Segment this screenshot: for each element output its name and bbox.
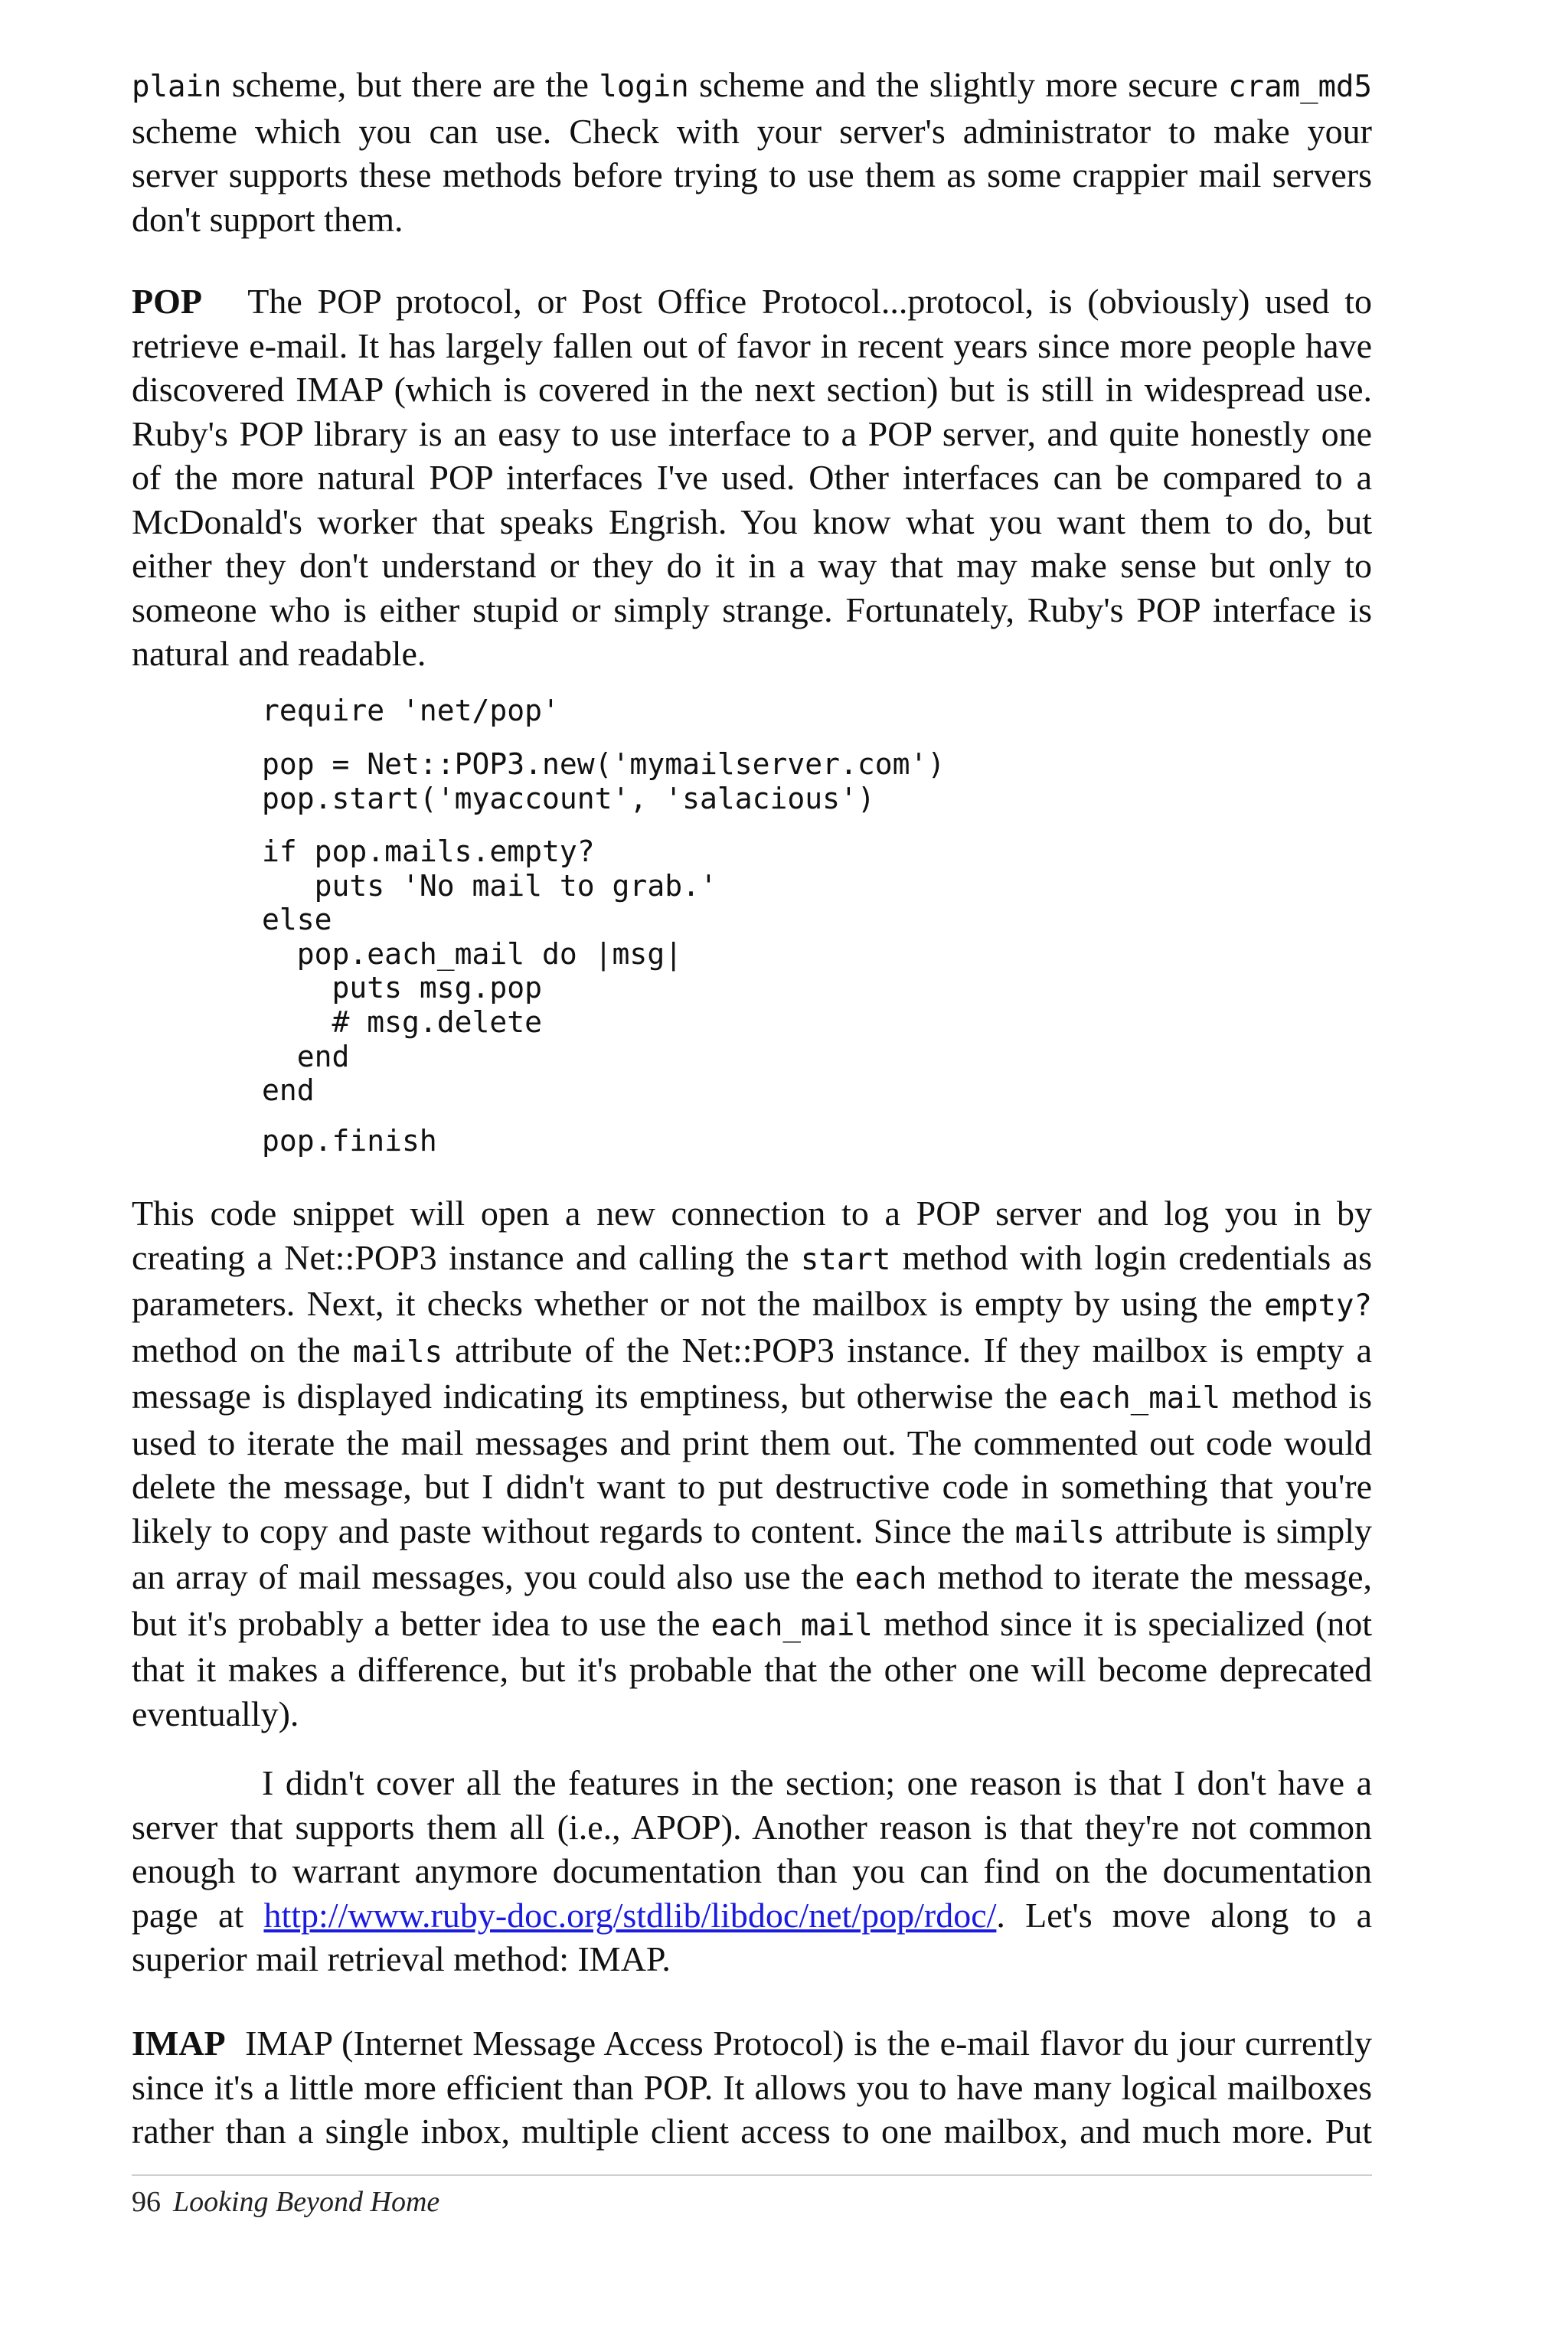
- text-line: likely to copy and paste without regards to content. Since the mails attribute is simply: [132, 1511, 1372, 1550]
- code-block-connect: pop = Net::POP3.new('mymailserver.com') pop.start('myaccount', 'salacious'): [262, 747, 946, 815]
- code-block-loop: if pop.mails.empty? puts 'No mail to grab.' else pop.each_mail do |msg| puts msg.pop # msg.delete end end: [262, 835, 717, 1108]
- paragraph-pop: [132, 279, 1372, 676]
- paragraph-code-explanation: [132, 1191, 1372, 1736]
- inline-code: each: [854, 1562, 927, 1596]
- text-line: plain scheme, but there are the login scheme and the slightly more secure cram_md5: [132, 65, 1372, 104]
- text-line: either they don't understand or they do it in a way that may make sense but only to: [132, 546, 1372, 585]
- text-line: This code snippet will open a new connection to a POP server and log you in by: [132, 1194, 1372, 1233]
- text-line: discovered IMAP (which is covered in the next section) but is still in widespread use.: [132, 370, 1372, 409]
- inline-code: plain: [132, 70, 222, 104]
- inline-code: each_mail: [710, 1608, 873, 1643]
- text-line: page at http://www.ruby-doc.org/stdlib/libdoc/net/pop/rdoc/. Let's move along to a: [132, 1895, 1373, 1935]
- text-line: eventually).: [132, 1694, 299, 1733]
- text-line: McDonald's worker that speaks Engrish. You know what you want them to do, but: [132, 501, 1372, 541]
- text-line: message is displayed indicating its emptiness, but otherwise the each_mail method is: [132, 1377, 1372, 1416]
- inline-code: each_mail: [1058, 1381, 1221, 1416]
- paragraph-auth-schemes: [132, 63, 1372, 241]
- text-line: that it makes a difference, but it's probable that the other one will become deprecated: [132, 1650, 1372, 1689]
- page-footer: [132, 2184, 439, 2220]
- text-line: an array of mail messages, you could also use the each method to iterate the message,: [132, 1557, 1373, 1596]
- code-block-finish: pop.finish: [262, 1124, 437, 1158]
- text-line: rather than a single inbox, multiple client access to one mailbox, and much more. Put: [132, 2112, 1372, 2151]
- text-line: scheme which you can use. Check with your server's administrator to make your: [132, 111, 1372, 151]
- paragraph-features: [132, 1761, 1372, 1981]
- inline-code: login: [599, 70, 689, 104]
- section-heading-imap: IMAP: [132, 2024, 226, 2063]
- text-line: delete the message, but I didn't want to put destructive code in something that you're: [132, 1467, 1372, 1506]
- text-line: but it's probably a better idea to use the each_mail method since it is specialized (not: [132, 1603, 1372, 1643]
- text-line: someone who is either stupid or simply strange. Fortunately, Ruby's POP interface is: [132, 590, 1372, 629]
- text-line: server supports these methods before trying to use them as some crappier mail servers: [132, 155, 1372, 194]
- page-number: 96: [132, 2186, 161, 2218]
- text-line: retrieve e-mail. It has largely fallen out of favor in recent years since more people have: [132, 325, 1372, 365]
- footer-divider: [132, 2174, 1372, 2176]
- running-title: Looking Beyond Home: [173, 2186, 440, 2218]
- code-block-require: require 'net/pop': [262, 694, 560, 727]
- ruby-doc-pop-link[interactable]: http://www.ruby-doc.org/stdlib/libdoc/net/pop/rdoc/: [263, 1895, 997, 1935]
- inline-code: cram_md5: [1228, 70, 1372, 104]
- inline-code: empty?: [1264, 1289, 1372, 1323]
- text-line: server that supports them all (i.e., APOP). Another reason is that they're not common: [132, 1807, 1372, 1847]
- text-line: enough to warrant anymore documentation than you can find on the documentation: [132, 1851, 1372, 1890]
- text-line: don't support them.: [132, 199, 403, 239]
- text-line: creating a Net::POP3 instance and calling the start method with login credentials as: [132, 1237, 1372, 1277]
- inline-code: mails: [352, 1334, 443, 1370]
- text-line: method on the mails attribute of the Net::POP3 instance. If they mailbox is empty a: [132, 1330, 1372, 1370]
- section-heading-pop: POP: [132, 282, 202, 321]
- text-line: Ruby's POP library is an easy to use interface to a POP server, and quite honestly one: [132, 413, 1372, 453]
- text-line: used to iterate the mail messages and print them out. The commented out code would: [132, 1423, 1372, 1462]
- text-line: I didn't cover all the features in the section; one reason is that I don't have a: [262, 1763, 1372, 1802]
- text-line: natural and readable.: [132, 634, 426, 673]
- inline-code: mails: [1014, 1515, 1106, 1550]
- text-line: IMAP IMAP (Internet Message Access Protocol) is the e-mail flavor du jour currently: [132, 2024, 1373, 2063]
- text-line: of the more natural POP interfaces I've used. Other interfaces can be compared to a: [132, 458, 1372, 497]
- text-line: superior mail retrieval method: IMAP.: [132, 1939, 671, 1978]
- inline-code: start: [800, 1242, 891, 1277]
- text-line: since it's a little more efficient than POP. It allows you to have many logical mailboxes: [132, 2067, 1372, 2107]
- text-line: POP The POP protocol, or Post Office Protocol...protocol, is (obviously) used to: [132, 282, 1372, 321]
- text-line: parameters. Next, it checks whether or not the mailbox is empty by using the empty?: [132, 1284, 1372, 1323]
- paragraph-imap: [132, 2021, 1372, 2154]
